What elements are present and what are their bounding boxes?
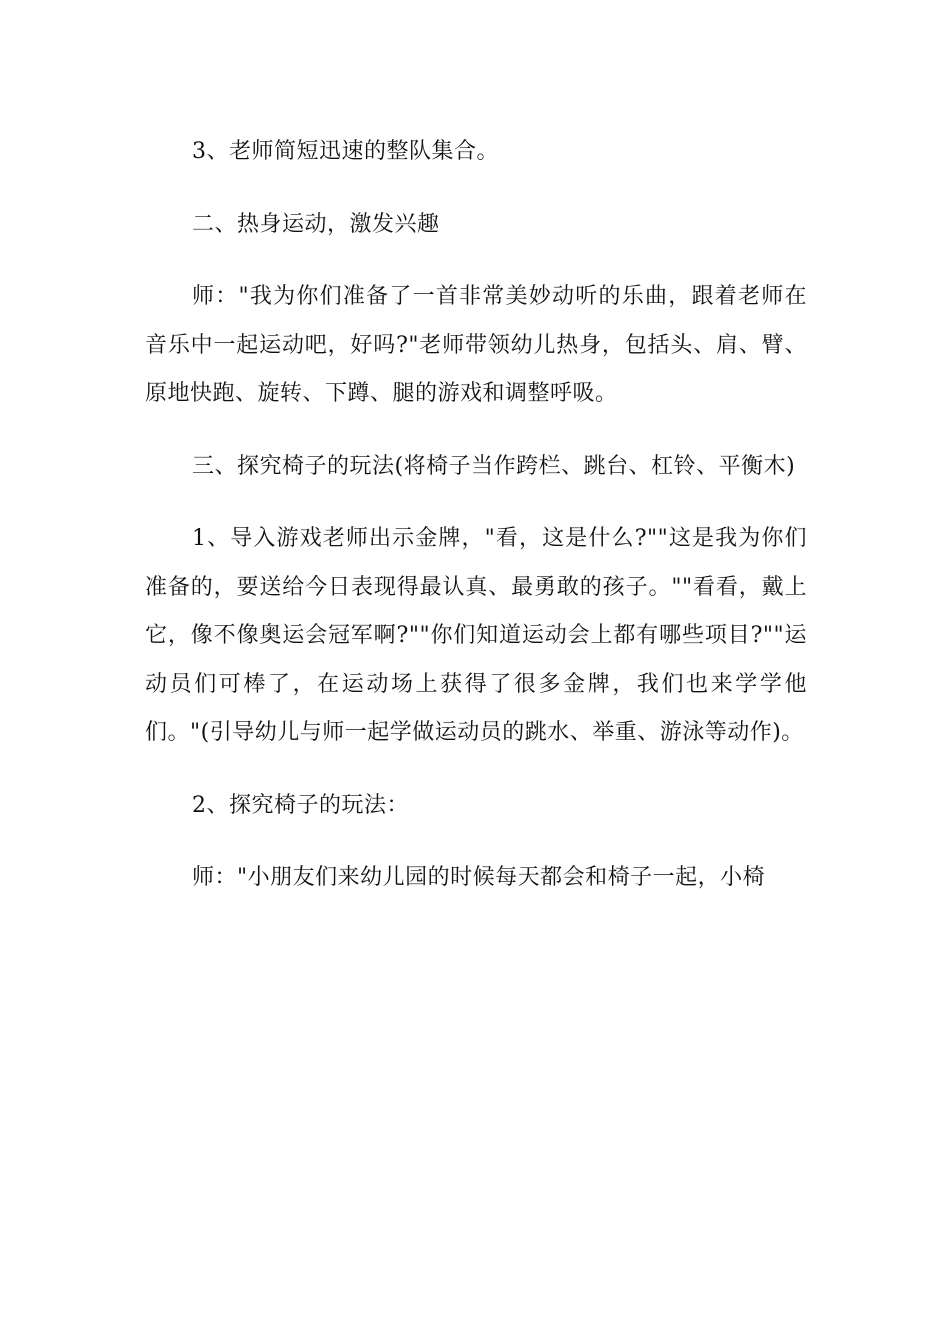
paragraph-4: 三、探究椅子的玩法(将椅子当作跨栏、跳台、杠铃、平衡木) xyxy=(192,453,796,479)
paragraph-2: 二、热身运动，激发兴趣 xyxy=(192,211,440,237)
paragraph-7: 师："小朋友们来幼儿园的时候每天都会和椅子一起，小椅 xyxy=(192,865,766,890)
document-body xyxy=(145,128,807,927)
paragraph-6: 2、探究椅子的玩法： xyxy=(192,792,409,818)
paragraph-5: 1、导入游戏老师出示金牌，"看，这是什么?""这是我为你们准备的，要送给今日表现得最认真、最勇敢的孩子。""看看，戴上它，像不像奥运会冠军啊?""你们知道运动会上都有哪些项目?""运动员们可棒了，在运动场上获得了很多金牌，我们也来学学他们。"(引导幼儿与师一起学做运动员的跳水、举重、游泳等动作)。 xyxy=(145,526,807,745)
paragraph-3: 师："我为你们准备了一首非常美妙动听的乐曲，跟着老师在音乐中一起运动吧，好吗?"老师带领幼儿热身，包括头、肩、臂、原地快跑、旋转、下蹲、腿的游戏和调整呼吸。 xyxy=(145,284,807,406)
paragraph-1: 3、老师简短迅速的整队集合。 xyxy=(192,139,499,164)
